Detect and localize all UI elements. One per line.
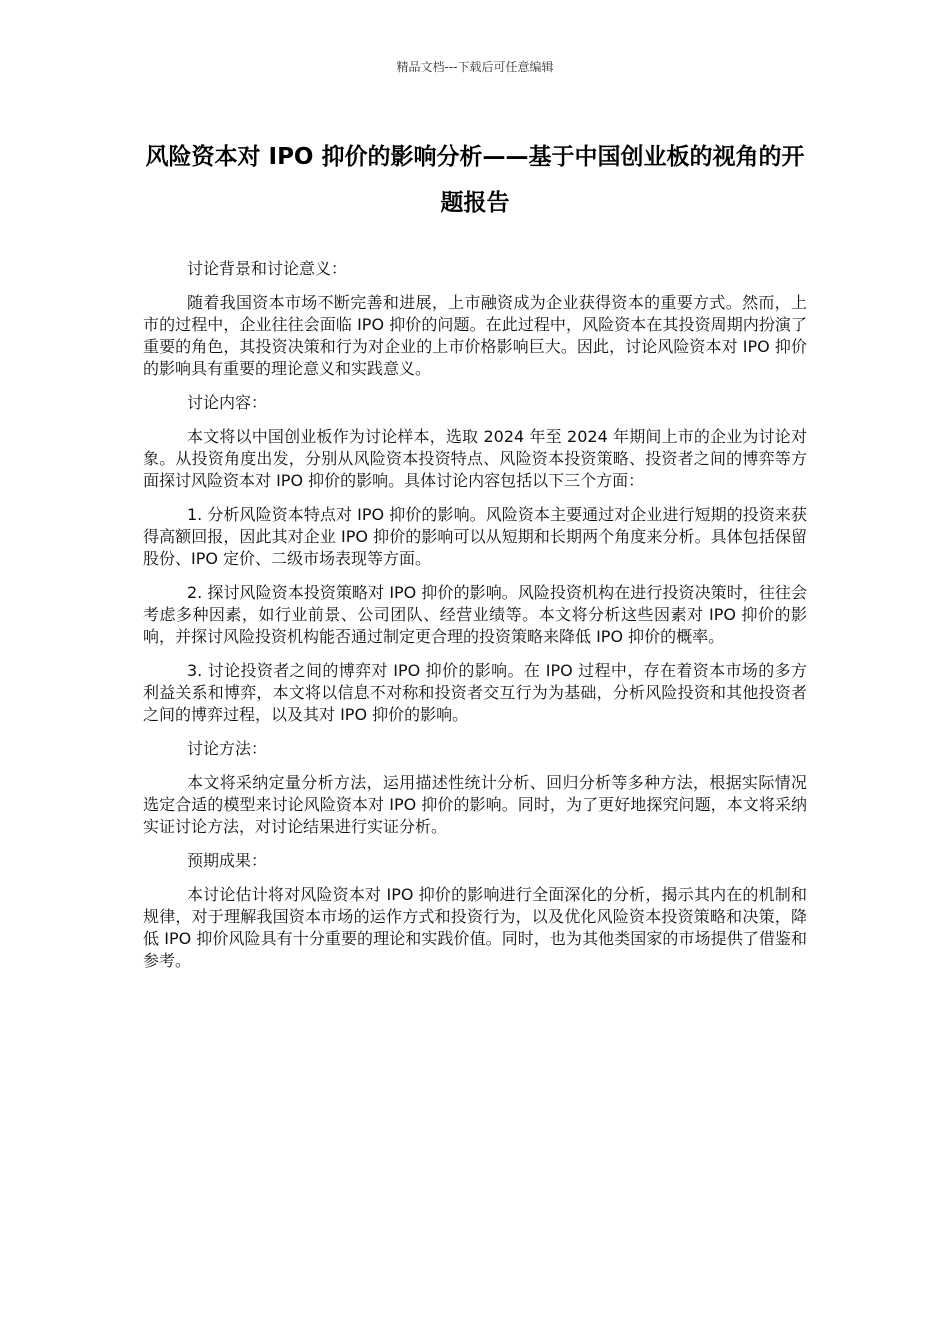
section-heading-outcome: 预期成果： <box>187 851 268 870</box>
paragraph-method: 本文将采纳定量分析方法，运用描述性统计分析、回归分析等多种方法，根据实际情况选定合适的模型来讨论风险资本对 IPO 抑价的影响。同时，为了更好地探究问题，本文将采纳实证讨论方法，对讨论结果进行实证分析。 <box>143 773 807 836</box>
paragraph-outcome: 本讨论估计将对风险资本对 IPO 抑价的影响进行全面深化的分析，揭示其内在的机制和规律，对于理解我国资本市场的运作方式和投资行为，以及优化风险资本投资策略和决策，降低 IPO 抑价风险具有十分重要的理论和实践价值。同时，也为其他类国家的市场提供了借鉴和参考。 <box>143 885 807 970</box>
paragraph-content-intro: 本文将以中国创业板作为讨论样本，选取 2024 年至 2024 年期间上市的企业为讨论对象。从投资角度出发，分别从风险资本投资特点、风险资本投资策略、投资者之间的博弈等方面探讨风险资本对 IPO 抑价的影响。具体讨论内容包括以下三个方面： <box>143 427 807 490</box>
section-heading-background: 讨论背景和讨论意义： <box>187 259 348 278</box>
paragraph-content-item-1: 1. 分析风险资本特点对 IPO 抑价的影响。风险资本主要通过对企业进行短期的投资来获得高额回报，因此其对企业 IPO 抑价的影响可以从短期和长期两个角度来分析。具体包括保留股份、IPO 定价、二级市场表现等方面。 <box>143 505 807 568</box>
header-note: 精品文档---下载后可任意编辑 <box>396 60 554 74</box>
section-heading-content: 讨论内容： <box>187 393 268 412</box>
paragraph-background: 随着我国资本市场不断完善和进展，上市融资成为企业获得资本的重要方式。然而，上市的过程中，企业往往会面临 IPO 抑价的问题。在此过程中，风险资本在其投资周期内扮演了重要的角色，其投资决策和行为对企业的上市价格影响巨大。因此，讨论风险资本对 IPO 抑价的影响具有重要的理论意义和实践意义。 <box>143 293 807 378</box>
document-body <box>143 258 807 984</box>
paragraph-content-item-3: 3. 讨论投资者之间的博弈对 IPO 抑价的影响。在 IPO 过程中，存在着资本市场的多方利益关系和博弈，本文将以信息不对称和投资者交互行为为基础，分析风险投资和其他投资者之间的博弈过程，以及其对 IPO 抑价的影响。 <box>143 661 807 724</box>
paragraph-content-item-2: 2. 探讨风险资本投资策略对 IPO 抑价的影响。风险投资机构在进行投资决策时，往往会考虑多种因素，如行业前景、公司团队、经营业绩等。本文将分析这些因素对 IPO 抑价的影响，并探讨风险投资机构能否通过制定更合理的投资策略来降低 IPO 抑价的概率。 <box>143 583 807 646</box>
document-title: 风险资本对 IPO 抑价的影响分析——基于中国创业板的视角的开题报告 <box>145 144 805 216</box>
section-heading-method: 讨论方法： <box>187 739 268 758</box>
